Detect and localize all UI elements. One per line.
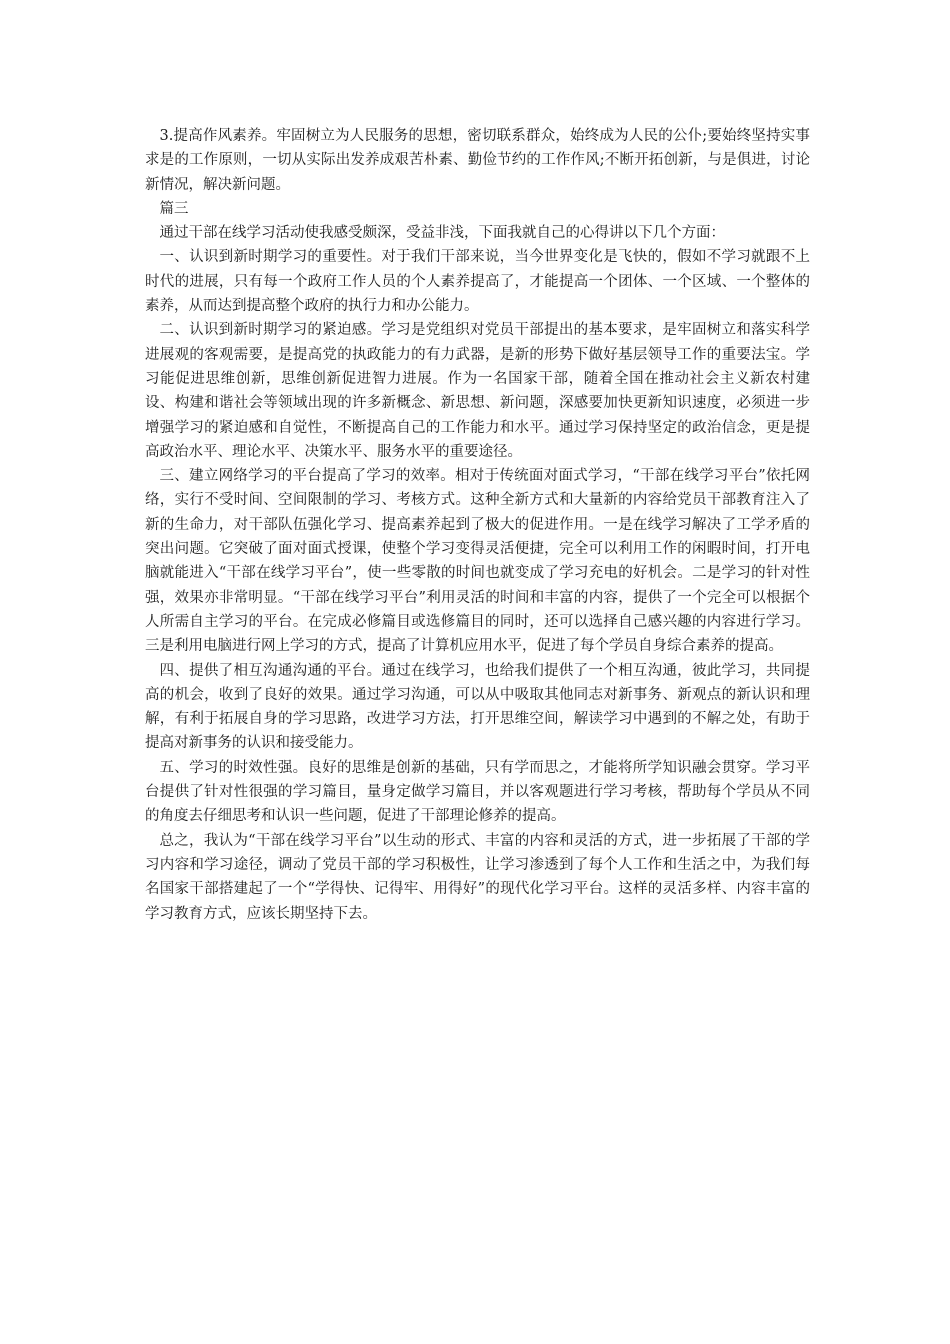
paragraph-improve-style: 3.提高作风素养。牢固树立为人民服务的思想，密切联系群众，始终成为人民的公仆;要始终坚持实事求是的工作原则，一切从实际出发养成艰苦朴素、勤俭节约的工作作风;不断开拓创新，与是俱进，讨论新情况，解决新问题。 (145, 128, 810, 193)
paragraph-point-two: 二、认识到新时期学习的紧迫感。学习是党组织对党员干部提出的基本要求，是牢固树立和落实科学进展观的客观需要，是提高党的执政能力的有力武器，是新的形势下做好基层领导工作的重要法宝。学习能促进思维创新，思维创新促进智力进展。作为一名国家干部，随着全国在推动社会主义新农村建设、构建和谐社会等领域出现的许多新概念、新思想、新问题，深感要加快更新知识速度，必须进一步增强学习的紧迫感和自觉性，不断提高自己的工作能力和水平。通过学习保持坚定的政治信念，更是提高政治水平、理论水平、决策水平、服务水平的重要途径。 (145, 322, 810, 460)
paragraph-intro: 通过干部在线学习活动使我感受颇深，受益非浅，下面我就自己的心得讲以下几个方面： (159, 225, 725, 242)
paragraph-point-five: 五、学习的时效性强。良好的思维是创新的基础，只有学而思之，才能将所学知识融会贯穿。学习平台提供了针对性很强的学习篇目，量身定做学习篇目，并以客观题进行学习考核，帮助每个学员从不同的角度去仔细思考和认识一些问题，促进了干部理论修养的提高。 (145, 759, 810, 825)
section-heading-part-three: 篇三 (159, 200, 189, 217)
paragraph-point-four: 四、提供了相互沟通沟通的平台。通过在线学习，也给我们提供了一个相互沟通，彼此学习，共同提高的机会，收到了良好的效果。通过学习沟通，可以从中吸取其他同志对新事务、新观点的新认识和理解，有利于拓展自身的学习思路，改进学习方法，打开思维空间，解读学习中遇到的不解之处，有助于提高对新事务的认识和接受能力。 (145, 662, 810, 752)
document-body (145, 124, 810, 926)
paragraph-point-three: 三、建立网络学习的平台提高了学习的效率。相对于传统面对面式学习，“干部在线学习平台”依托网络，实行不受时间、空间限制的学习、考核方式。这种全新方式和大量新的内容给党员干部教育注入了新的生命力，对干部队伍强化学习、提高素养起到了极大的促进作用。一是在线学习解决了工学矛盾的突出问题。它突破了面对面式授课，使整个学习变得灵活便捷，完全可以利用工作的闲暇时间，打开电脑就能进入“干部在线学习平台”，使一些零散的时间也就变成了学习充电的好机会。二是学习的针对性强，效果亦非常明显。“干部在线学习平台”利用灵活的时间和丰富的内容，提供了一个完全可以根据个人所需自主学习的平台。在完成必修篇目或选修篇目的同时，还可以选择自己感兴趣的内容进行学习。三是利用电脑进行网上学习的方式，提高了计算机应用水平，促进了每个学员自身综合素养的提高。 (145, 468, 810, 655)
paragraph-point-one: 一、认识到新时期学习的重要性。对于我们干部来说，当今世界变化是飞快的，假如不学习就跟不上时代的进展，只有每一个政府工作人员的个人素养提高了，才能提高一个团体、一个区域、一个整体的素养，从而达到提高整个政府的执行力和办公能力。 (145, 249, 810, 315)
paragraph-conclusion: 总之，我认为“干部在线学习平台”以生动的形式、丰富的内容和灵活的方式，进一步拓展了干部的学习内容和学习途径，调动了党员干部的学习积极性，让学习渗透到了每个人工作和生活之中，为我们每名国家干部搭建起了一个“学得快、记得牢、用得好”的现代化学习平台。这样的灵活多样、内容丰富的学习教育方式，应该长期坚持下去。 (145, 832, 810, 922)
